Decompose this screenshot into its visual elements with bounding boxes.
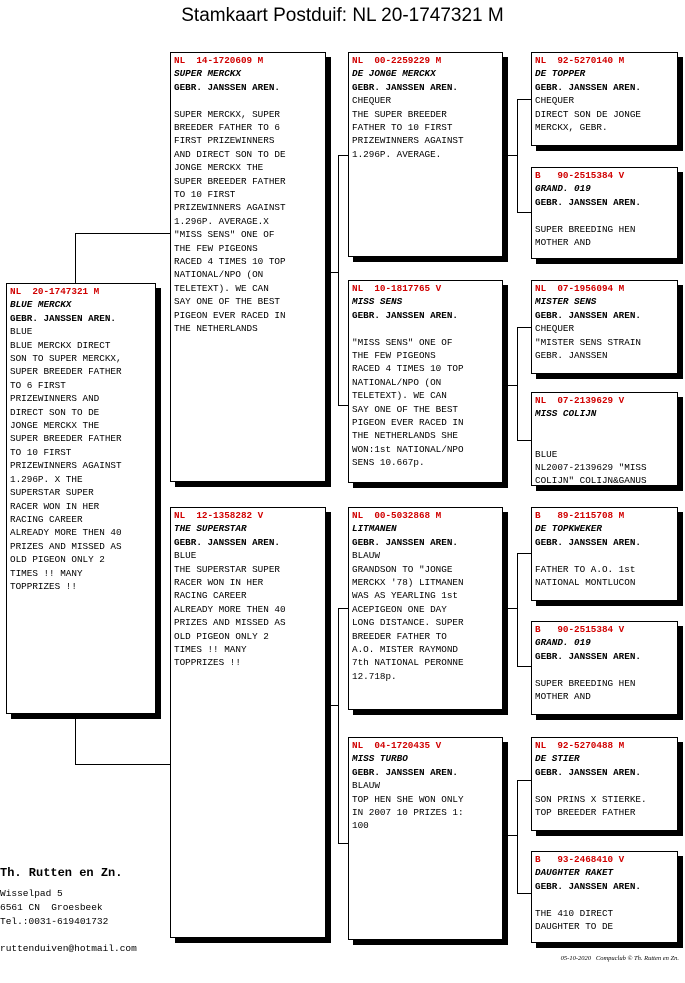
breeder-name: GEBR. JANSSEN AREN. [10, 312, 117, 324]
description-line: OLD PIGEON ONLY 2 [10, 554, 105, 566]
owner-address: Wisselpad 5 [0, 888, 63, 899]
description-line: TOPPRIZES !! [174, 657, 241, 669]
description-line [535, 434, 674, 447]
description-line: PRIZEWINNERS AGAINST [10, 460, 122, 472]
description-line: PRIZEWINNERS AND [10, 393, 100, 405]
pedigree-card-grandparent[interactable] [348, 52, 503, 257]
description-line: RACED 4 TIMES 10 TOP [174, 256, 286, 268]
connector [338, 608, 339, 843]
description-line: FATHER TO 10 FIRST [352, 122, 453, 134]
ring-number: NL 92-5270140 M [535, 55, 625, 66]
pedigree-card-sire[interactable] [170, 52, 326, 482]
description-line: ALREADY MORE THEN 40 [174, 603, 286, 615]
description-line [352, 322, 499, 335]
pigeon-name: DE STIER [535, 753, 580, 765]
owner-phone: Tel.:0031-619401732 [0, 916, 109, 927]
pedigree-card-great-grandparent[interactable] [531, 280, 678, 374]
description-line [535, 549, 674, 562]
description-line: 12.718p. [352, 670, 397, 682]
description-line [535, 893, 674, 906]
description-line: THE 410 DIRECT [535, 907, 614, 919]
pedigree-card-grandparent[interactable] [348, 280, 503, 483]
description-line: WAS AS YEARLING 1st [352, 590, 459, 602]
description-line: BLUE [174, 550, 197, 562]
description-line: LONG DISTANCE. SUPER [352, 617, 464, 629]
connector [324, 705, 338, 706]
description-line: BLUE [535, 448, 558, 460]
description-line: WON:1st NATIONAL/NPO [352, 443, 464, 455]
breeder-name [535, 421, 674, 434]
description-line: JONGE MERCKX THE [10, 420, 100, 432]
description-line [535, 663, 674, 676]
pigeon-name: GRAND. 019 [535, 637, 591, 649]
description-line: SUPER BREEDER FATHER [10, 366, 122, 378]
connector [501, 608, 517, 609]
description-line: SON TO SUPER MERCKX, [10, 353, 122, 365]
ring-number: NL 12-1358282 V [174, 510, 264, 521]
description-line: PIGEON EVER RACED IN [174, 309, 286, 321]
pigeon-name: DE TOPKWEKER [535, 523, 602, 535]
pedigree-card-great-grandparent[interactable] [531, 52, 678, 146]
pedigree-card-grandparent[interactable] [348, 737, 503, 940]
ring-number: NL 10-1817765 V [352, 283, 442, 294]
connector [517, 99, 518, 212]
ring-number: NL 20-1747321 M [10, 286, 100, 297]
pigeon-name: MISS COLIJN [535, 408, 597, 420]
description-line: BLUE [10, 326, 33, 338]
description-line: FATHER TO A.O. 1st [535, 563, 636, 575]
connector [75, 233, 170, 234]
breeder-name: GEBR. JANSSEN AREN. [352, 536, 459, 548]
pigeon-name: MISS TURBO [352, 753, 408, 765]
description-line: "MISTER SENS STRAIN [535, 336, 642, 348]
connector [517, 893, 531, 894]
description-line: SUPERSTAR SUPER [10, 487, 94, 499]
ring-number: B 90-2515384 V [535, 624, 625, 635]
description-line: TIMES !! MANY [174, 644, 247, 656]
pigeon-name: DE TOPPER [535, 68, 586, 80]
pigeon-name: MISTER SENS [535, 296, 597, 308]
connector [75, 712, 76, 764]
description-line: RACING CAREER [10, 513, 83, 525]
breeder-name: GEBR. JANSSEN AREN. [535, 196, 642, 208]
description-line: BLAUW [352, 780, 380, 792]
pedigree-card-great-grandparent[interactable] [531, 507, 678, 601]
connector [517, 212, 531, 213]
description-line: THE SUPER BREEDER [352, 108, 447, 120]
ring-number: NL 92-5270488 M [535, 740, 625, 751]
description-line: SAY ONE OF THE BEST [174, 296, 281, 308]
description-line: RACER WON IN HER [174, 577, 264, 589]
connector [75, 764, 170, 765]
owner-name: Th. Rutten en Zn. [0, 866, 123, 880]
description-line: SUPER BREEDING HEN [535, 677, 636, 689]
breeder-name: GEBR. JANSSEN AREN. [174, 81, 281, 93]
description-line: MOTHER AND [535, 691, 591, 703]
connector [517, 440, 531, 441]
description-line: PRIZES AND MISSED AS [10, 540, 122, 552]
description-line: GRANDSON TO "JONGE [352, 563, 453, 575]
description-line: RACER WON IN HER [10, 500, 100, 512]
connector [517, 327, 531, 328]
page-title: Stamkaart Postduif: NL 20-1747321 M [181, 5, 504, 26]
connector [517, 553, 531, 554]
ring-number: NL 04-1720435 V [352, 740, 442, 751]
description-line: TELETEXT). WE CAN [352, 390, 447, 402]
breeder-name: GEBR. JANSSEN AREN. [535, 650, 642, 662]
description-line: DIRECT SON DE JONGE [535, 108, 642, 120]
ring-number: NL 00-2259229 M [352, 55, 442, 66]
breeder-name: GEBR. JANSSEN AREN. [535, 536, 642, 548]
breeder-name: GEBR. JANSSEN AREN. [535, 81, 642, 93]
description-line: TELETEXT). WE CAN [174, 282, 269, 294]
breeder-name: GEBR. JANSSEN AREN. [352, 81, 459, 93]
pedigree-card-great-grandparent[interactable] [531, 737, 678, 831]
description-line: SUPER MERCKX, SUPER [174, 108, 281, 120]
description-line: NL2007-2139629 "MISS [535, 462, 647, 473]
description-line: BLAUW [352, 550, 380, 562]
description-line: MERCKX '78) LITMANEN [352, 577, 464, 589]
description-line: "MISS SENS" ONE OF [174, 229, 275, 241]
description-line: THE FEW PIGEONS [352, 350, 436, 362]
ring-number: B 93-2468410 V [535, 854, 625, 865]
description-line: THE FEW PIGEONS [174, 242, 258, 254]
description-line: COLIJN" COLIJN&GANUS [535, 475, 647, 486]
description-line: THE NETHERLANDS SHE [352, 430, 459, 442]
description-line: NATIONAL/NPO (ON [352, 376, 442, 388]
owner-email[interactable]: ruttenduiven@hotmail.com [0, 943, 137, 954]
description-line: MERCKX, GEBR. [535, 122, 608, 134]
connector [338, 155, 339, 405]
description-line: A.O. MISTER RAYMOND [352, 644, 459, 656]
description-line: OLD PIGEON ONLY 2 [174, 630, 269, 642]
description-line: AND DIRECT SON TO DE [174, 148, 286, 160]
description-line: PRIZEWINNERS AGAINST [352, 135, 464, 147]
breeder-name: GEBR. JANSSEN AREN. [352, 309, 459, 321]
pedigree-card-great-grandparent[interactable] [531, 851, 678, 943]
breeder-name: GEBR. JANSSEN AREN. [535, 309, 642, 321]
description-line: JONGE MERCKX THE [174, 162, 264, 174]
connector [517, 327, 518, 440]
description-line: TO 6 FIRST [10, 379, 66, 391]
description-line: ACEPIGEON ONE DAY [352, 603, 447, 615]
pigeon-name: THE SUPERSTAR [174, 523, 247, 535]
description-line: PRIZES AND MISSED AS [174, 617, 286, 629]
breeder-name: GEBR. JANSSEN AREN. [352, 766, 459, 778]
description-line: BLUE MERCKX DIRECT [10, 339, 111, 351]
connector [517, 99, 531, 100]
connector [501, 385, 517, 386]
owner-city: 6561 CN Groesbeek [0, 902, 103, 913]
description-line: GEBR. JANSSEN [535, 350, 608, 362]
ring-number: NL 00-5032868 M [352, 510, 442, 521]
connector [517, 780, 518, 893]
pedigree-card-great-grandparent[interactable] [531, 621, 678, 715]
pigeon-name: GRAND. 019 [535, 183, 591, 195]
pedigree-card-great-grandparent[interactable] [531, 392, 678, 486]
description-line: NATIONAL MONTLUCON [535, 577, 636, 589]
description-line: ALREADY MORE THEN 40 [10, 527, 122, 539]
description-line: PIGEON EVER RACED IN [352, 417, 464, 429]
pedigree-card-grandparent[interactable] [348, 507, 503, 710]
description-line: SON PRINS X STIERKE. [535, 793, 647, 805]
pigeon-name: SUPER MERCKX [174, 68, 241, 80]
ring-number: NL 07-1956094 M [535, 283, 625, 294]
ring-number: B 90-2515384 V [535, 170, 625, 181]
description-line: RACING CAREER [174, 590, 247, 602]
description-line: THE NETHERLANDS [174, 323, 258, 335]
description-line: "MISS SENS" ONE OF [352, 336, 453, 348]
description-line [535, 209, 674, 222]
description-line: CHEQUER [535, 95, 575, 107]
connector [517, 553, 518, 666]
pedigree-card-subject[interactable] [6, 283, 156, 714]
description-line: SUPER BREEDER FATHER [174, 175, 286, 187]
breeder-name: GEBR. JANSSEN AREN. [535, 880, 642, 892]
description-line: TOP BREEDER FATHER [535, 807, 636, 819]
description-line: 7th NATIONAL PERONNE [352, 657, 464, 669]
description-line: TOPPRIZES !! [10, 580, 77, 592]
pedigree-card-dam[interactable] [170, 507, 326, 938]
pigeon-name: MISS SENS [352, 296, 403, 308]
description-line: MOTHER AND [535, 237, 591, 249]
description-line: NATIONAL/NPO (ON [174, 269, 264, 281]
pigeon-name: BLUE MERCKX [10, 299, 72, 311]
pigeon-name: DE JONGE MERCKX [352, 68, 436, 80]
description-line: TO 10 FIRST [174, 189, 236, 201]
description-line: SENS 10.667p. [352, 457, 425, 469]
connector [75, 233, 76, 286]
description-line: THE SUPERSTAR SUPER [174, 563, 281, 575]
description-line: DIRECT SON TO DE [10, 406, 100, 418]
description-line: BREEDER FATHER TO 6 [174, 122, 281, 134]
description-line: SUPER BREEDING HEN [535, 223, 636, 235]
description-line: CHEQUER [535, 323, 575, 335]
description-line: DAUGHTER TO DE [535, 921, 614, 933]
pedigree-card-great-grandparent[interactable] [531, 167, 678, 259]
ring-number: NL 07-2139629 V [535, 395, 625, 406]
description-line: FIRST PRIZEWINNERS [174, 135, 275, 147]
description-line: 1.296P. X THE [10, 473, 83, 485]
breeder-name: GEBR. JANSSEN AREN. [174, 536, 281, 548]
description-line: SUPER BREEDER FATHER [10, 433, 122, 445]
description-line: 100 [352, 820, 369, 832]
description-line: TIMES !! MANY [10, 567, 83, 579]
description-line [174, 94, 322, 107]
connector [517, 666, 531, 667]
pigeon-name: DAUGHTER RAKET [535, 867, 614, 879]
description-line: PRIZEWINNERS AGAINST [174, 202, 286, 214]
description-line: TOP HEN SHE WON ONLY [352, 793, 464, 805]
description-line: TO 10 FIRST [10, 446, 72, 458]
breeder-name: GEBR. JANSSEN AREN. [535, 766, 642, 778]
description-line: 1.296P. AVERAGE. [352, 148, 442, 160]
description-line: SAY ONE OF THE BEST [352, 403, 459, 415]
description-line: IN 2007 10 PRIZES 1: [352, 807, 464, 819]
description-line: CHEQUER [352, 95, 392, 107]
description-line: BREEDER FATHER TO [352, 630, 447, 642]
pigeon-name: LITMANEN [352, 523, 397, 535]
description-line [535, 779, 674, 792]
description-line: 1.296P. AVERAGE.X [174, 215, 269, 227]
ring-number: NL 14-1720609 M [174, 55, 264, 66]
connector [324, 272, 338, 273]
connector [517, 780, 531, 781]
connector [501, 835, 517, 836]
description-line: RACED 4 TIMES 10 TOP [352, 363, 464, 375]
footer-credit: 05-10-2020 Compuclub © Th. Rutten en Zn. [560, 955, 679, 962]
ring-number: B 89-2115708 M [535, 510, 625, 521]
connector [501, 155, 517, 156]
